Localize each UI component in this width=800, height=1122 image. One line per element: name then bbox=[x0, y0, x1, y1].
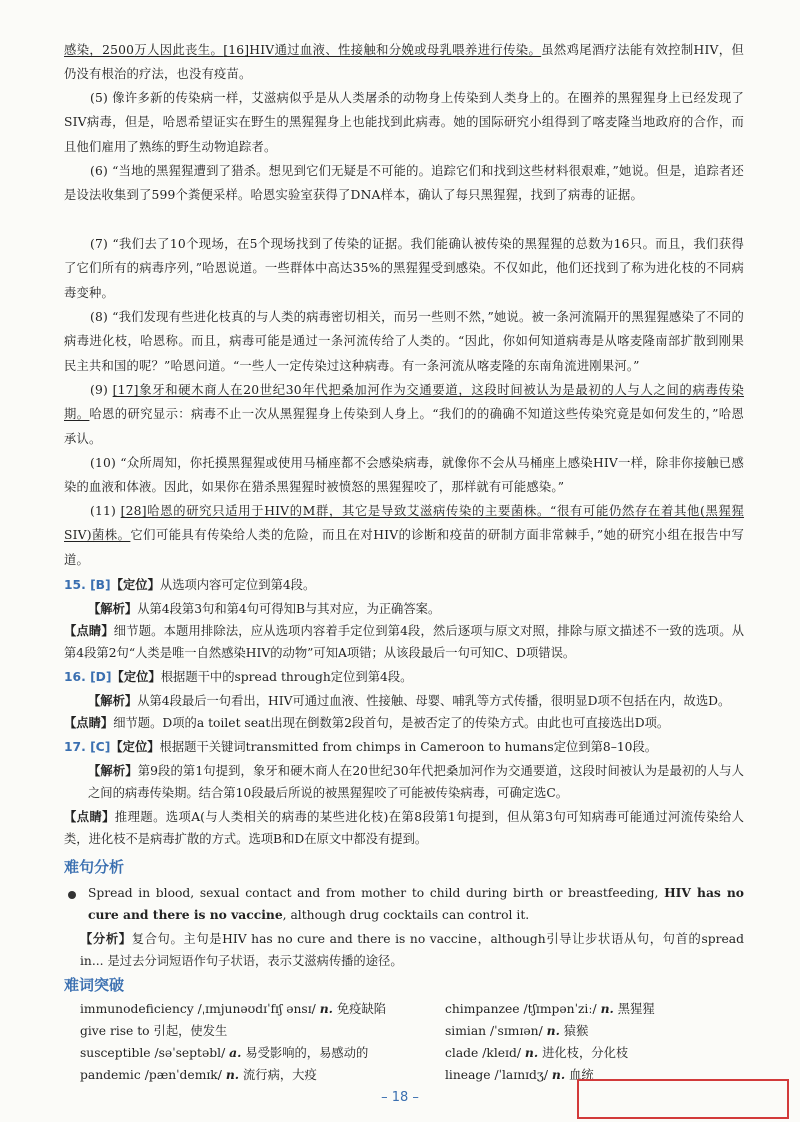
paragraph-7: (7) “我们去了10个现场，在5个现场找到了传染的证据。我们能确认被传染的黑猩猩的总数为16只。而且，我们获得了它们所有的病毒序列，”哈恩说道。一些群体中高达35%的黑猩猩受到感染。不仅如此，他们还找到了称为进化枝的不同病毒变种。 bbox=[64, 237, 744, 300]
vocab-phonetic: /kleɪd/ bbox=[482, 1046, 521, 1060]
q15-jiexi bbox=[88, 598, 744, 620]
sentence-section-title: 难句分析 bbox=[64, 858, 125, 876]
q16-jiexi-tag: 【解析】 bbox=[88, 693, 138, 708]
q16-number: 16. [D] bbox=[64, 670, 112, 684]
vocab-phonetic: /səˈseptəbl/ bbox=[154, 1046, 226, 1060]
vocab-word: chimpanzee bbox=[445, 1002, 520, 1016]
paragraph-8: (8) “我们发现有些进化枝真的与人类的病毒密切相关，而另一些则不然，”她说。被一条河流隔开的黑猩猩感染了不同的病毒进化枝，哈恩称。而且，病毒可能是通过一条河流传给了人类的。“因此，你如何知道病毒是从喀麦隆南部扩散到刚果民主共和国的呢？”哈恩问道。“一些人一定传染过这种病毒。有一条河流从喀麦隆的东南角流进刚果河。” bbox=[64, 310, 744, 373]
q17-dingwei-tag: 【定位】 bbox=[110, 739, 160, 754]
vocab-meaning: 易受影响的，易感动的 bbox=[245, 1046, 369, 1060]
vocab-phonetic: /tʃɪmpənˈziː/ bbox=[523, 1002, 597, 1016]
q15-dianjing-text: 细节题。本题用排除法，应从选项内容着手定位到第4段，然后逐项与原文对照，排除与原文描述不一致的选项。从第4段第2句“人类是唯一自然感染HIV的动物”可知A项错；从该段最后一句可知C、D项错误。 bbox=[64, 624, 744, 660]
q17-jiexi bbox=[88, 760, 744, 804]
vocab-item bbox=[80, 1020, 227, 1042]
q15-jiexi-tag: 【解析】 bbox=[88, 601, 138, 616]
vocab-word: lineage bbox=[445, 1068, 491, 1082]
vocab-pos: n. bbox=[524, 1045, 539, 1060]
q17-jiexi-text: 第9段的第1句提到，象牙和硬木商人在20世纪30年代把桑加河作为交通要道，这段时间被认为是最初的人与人之间的病毒传染期。结合第10段最后所说的被黑猩猩咬了可能被传染病毒，可确定选C。 bbox=[88, 764, 744, 800]
p4-rest: 虽然鸡尾酒疗法能有效控制HIV，但仍没有根治的疗法，也没有疫苗。 bbox=[64, 43, 744, 82]
q17-dianjing-tag: 【点睛】 bbox=[64, 809, 115, 824]
vocab-item bbox=[445, 998, 655, 1020]
vocab-word: susceptible bbox=[80, 1046, 151, 1060]
vocab-pos: a. bbox=[229, 1045, 242, 1060]
q17-jiexi-tag: 【解析】 bbox=[88, 763, 138, 778]
vocab-meaning: 猿猴 bbox=[563, 1024, 589, 1038]
red-stamp-box bbox=[577, 1079, 789, 1119]
vocab-meaning: 流行病，大疫 bbox=[242, 1068, 317, 1082]
q16-jiexi-text: 从第4段最后一句看出，HIV可通过血液、性接触、母婴、哺乳等方式传播，很明显D项不包括在内，故选D。 bbox=[137, 694, 731, 708]
q15-dianjing-tag: 【点睛】 bbox=[64, 623, 114, 638]
q16-jiexi bbox=[88, 690, 744, 712]
p4-underlined-lead: 感染，2500万人因此丧生。 bbox=[64, 43, 224, 57]
difficult-sentence bbox=[88, 882, 744, 926]
paragraph-10: (10) “众所周知，你托摸黑猩猩或使用马桶座都不会感染病毒，就像你不会从马桶座上感染HIV一样，除非你接触已感染的血液和体液。因此，如果你在猎杀黑猩猩时被愤怒的黑猩猩咬了，那样就有可能感染。” bbox=[64, 456, 744, 495]
p9-rest: 哈恩的研究显示：病毒不止一次从黑猩猩身上传染到人身上。“我们的的确确不知道这些传染究竟是如何发生的，”哈恩承认。 bbox=[64, 407, 744, 446]
vocab-phonetic: /ˈsɪmɪən/ bbox=[490, 1024, 543, 1038]
page-number: – 18 – bbox=[381, 1090, 419, 1105]
q15-dianjing bbox=[64, 620, 744, 664]
q16-dianjing-text: 细节题。D项的a toilet seat出现在倒数第2段首句，是被否定了的传染方式。由此也可直接选出D项。 bbox=[113, 716, 670, 730]
paragraph-6: (6) “当地的黑猩猩遭到了猎杀。想见到它们无疑是不可能的。追踪它们和找到这些材料很艰难，”她说。但是，追踪者还是设法收集到了599个粪便采样。哈恩实验室获得了DNA样本，确认了每只黑猩猩，找到了病毒的证据。 bbox=[64, 164, 744, 203]
vocab-item bbox=[445, 1042, 628, 1064]
vocab-word: clade bbox=[445, 1046, 479, 1060]
vocab-item bbox=[445, 1020, 588, 1042]
vocab-phonetic: /ˈlaɪnɪdʒ/ bbox=[494, 1068, 548, 1082]
vocab-meaning: 血统 bbox=[569, 1068, 594, 1082]
vocab-word: immunodeficiency bbox=[80, 1002, 194, 1016]
paragraph-9 bbox=[64, 378, 744, 451]
vocab-word: pandemic bbox=[80, 1068, 141, 1082]
bullet-icon bbox=[66, 888, 78, 900]
sentence-part-c: , although drug cocktails can control it. bbox=[282, 908, 530, 922]
paragraph-4-tail bbox=[64, 38, 744, 87]
q15-number: 15. [B] bbox=[64, 578, 111, 592]
p11-num: (11) bbox=[90, 504, 121, 518]
p4-marked-sentence: [16]HIV通过血液、性接触和分娩或母乳喂养进行传染。 bbox=[223, 43, 542, 57]
vocab-item bbox=[80, 1064, 317, 1086]
q15-dingwei-tag: 【定位】 bbox=[110, 577, 160, 592]
p9-num: (9) bbox=[90, 383, 113, 397]
paragraph-5: (5) 像许多新的传染病一样，艾滋病似乎是从人类屠杀的动物身上传染到人类身上的。在圈养的黑猩猩身上已经发现了SIV病毒，但是，哈恩希望证实在野生的黑猩猩身上也能找到此病毒。她的国际研究小组得到了喀麦隆当地政府的合作，而且他们雇用了熟练的野生动物追踪者。 bbox=[64, 91, 744, 154]
vocab-pos: n. bbox=[225, 1067, 240, 1082]
q17-dianjing bbox=[64, 806, 744, 850]
sentence-part-a: Spread in blood, sexual contact and from mother to child during birth or breastfeeding, bbox=[88, 886, 665, 900]
q16-dianjing bbox=[64, 712, 744, 734]
vocab-meaning: 免疫缺陷 bbox=[336, 1002, 387, 1016]
vocab-section-title: 难词突破 bbox=[64, 976, 125, 994]
p11-rest: 它们可能具有传染给人类的危险，而且在对HIV的诊断和疫苗的研制方面非常棘手，”她的研究小组在报告中写道。 bbox=[64, 528, 744, 567]
q17-dingwei bbox=[64, 736, 744, 758]
q17-number: 17. [C] bbox=[64, 740, 111, 754]
q16-dingwei bbox=[64, 666, 744, 688]
vocab-item bbox=[445, 1064, 594, 1086]
vocab-pos: n. bbox=[319, 1001, 333, 1016]
q15-dingwei bbox=[64, 574, 744, 596]
analysis-text: 复合句。主句是HIV has no cure and there is no vaccine，although引导让步状语从句，句首的spread in... 是过去分词短语作句子状语，表示艾滋病传播的途径。 bbox=[80, 932, 744, 968]
vocab-item bbox=[80, 998, 386, 1020]
q15-jiexi-text: 从第4段第3句和第4句可得知B与其对应，为正确答案。 bbox=[137, 602, 441, 616]
q16-dingwei-text: 根据题干中的spread through定位到第4段。 bbox=[160, 670, 413, 684]
vocab-meaning: 进化枝，分化枝 bbox=[542, 1046, 629, 1060]
sentence-main-clause: HIV has no cure and there is no vaccine bbox=[88, 885, 744, 922]
vocab-meaning: 黑猩猩 bbox=[617, 1002, 655, 1016]
paragraph-11 bbox=[64, 499, 744, 572]
p9-marked-sentence: [17]象牙和硬木商人在20世纪30年代把桑加河作为交通要道，这段时间被认为是最初的人与人之间的病毒传染期。 bbox=[64, 383, 744, 422]
vocab-item bbox=[80, 1042, 368, 1064]
q15-dingwei-text: 从选项内容可定位到第4段。 bbox=[159, 578, 316, 592]
vocab-word: give rise to bbox=[80, 1024, 150, 1038]
vocab-phonetic: /ˌɪmjunəʊdɪˈfɪʃ ənsɪ/ bbox=[197, 1002, 316, 1016]
q17-dingwei-text: 根据题干关键词transmitted from chimps in Cameroon to humans定位到第8–10段。 bbox=[159, 740, 658, 754]
q17-dianjing-text: 推理题。选项A(与人类相关的病毒的某些进化枝)在第8段第1句提到，但从第3句可知病毒可能通过河流传染给人类，进化枝不是病毒扩散的方式。选项B和D在原文中都没有提到。 bbox=[64, 810, 744, 846]
vocab-pos: n. bbox=[600, 1001, 614, 1016]
vocab-pos: n. bbox=[546, 1023, 560, 1038]
vocab-meaning: 引起，使发生 bbox=[153, 1024, 228, 1038]
p11-marked-sentence: [28]哈恩的研究只适用于HIV的M群，其它是导致艾滋病传染的主要菌株。“很有可能仍然存在着其他(黑猩猩SIV)菌株。 bbox=[64, 504, 744, 543]
analysis-tag: 【分析】 bbox=[80, 931, 132, 946]
vocab-pos: n. bbox=[551, 1067, 566, 1082]
q16-dingwei-tag: 【定位】 bbox=[111, 669, 161, 684]
vocab-word: simian bbox=[445, 1024, 487, 1038]
q16-dianjing-tag: 【点睛】 bbox=[64, 715, 114, 730]
sentence-analysis bbox=[80, 928, 744, 972]
vocab-phonetic: /pænˈdemɪk/ bbox=[144, 1068, 222, 1082]
